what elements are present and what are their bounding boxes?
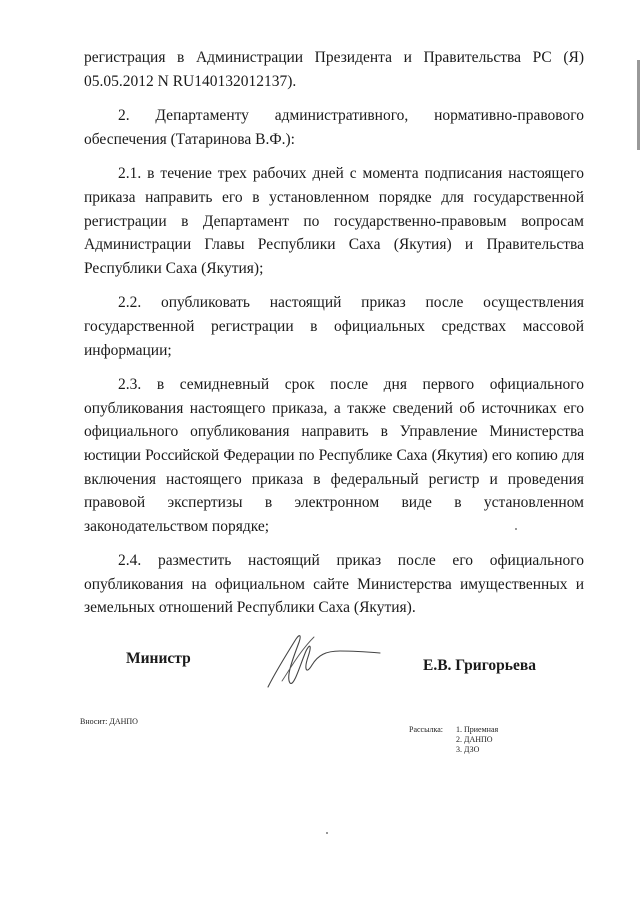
text-line: земельных отношений Республики Саха (Якутия).	[84, 599, 416, 617]
text-line: юстиции Российской Федерации по Республике Саха (Якутия) его копию для	[84, 446, 584, 464]
text-line: приказа направить его в установленном порядке для государственной	[84, 188, 584, 206]
text-line: обеспечения (Татаринова В.Ф.):	[84, 130, 295, 148]
signatory-title: Министр	[126, 650, 191, 667]
text-line: Администрации Главы Республики Саха (Якутия) и Правительства	[84, 236, 584, 254]
text-line: опубликования настоящего приказа, а также сведений об источниках его	[84, 399, 584, 417]
scan-speck	[515, 528, 517, 530]
text-line: регистрация в Администрации Президента и Правительства РС (Я)	[84, 49, 584, 66]
text-line: 2.2. опубликовать настоящий приказ после осуществления	[118, 294, 584, 312]
paragraph-2	[84, 104, 584, 151]
signatory-name: Е.В. Григорьева	[423, 657, 536, 674]
text-line: правовой экспертизы в электронном виде в установленном	[84, 494, 584, 512]
paragraph-2-4	[84, 549, 584, 620]
distribution-item: 2. ДАНПО	[456, 735, 493, 744]
intro-paragraph	[84, 46, 584, 93]
scan-speck	[326, 832, 328, 834]
paragraph-2-1	[84, 162, 584, 280]
introduced-by: Вносит: ДАНПО	[80, 717, 138, 726]
text-line: регистрации в Департамент по государственно-правовым вопросам	[84, 212, 584, 230]
text-line: опубликования на официальном сайте Министерства имущественных и	[84, 575, 584, 593]
distribution-label: Рассылка:	[409, 725, 444, 734]
text-line: включения настоящего приказа в федеральный регистр и проведения	[84, 470, 584, 488]
paragraph-2-2	[84, 291, 584, 362]
text-line: официального опубликования направить в Управление Министерства	[84, 423, 584, 441]
handwritten-signature	[256, 625, 386, 695]
text-line: Республики Саха (Якутия);	[84, 259, 264, 277]
text-line: информации;	[84, 341, 172, 359]
distribution-list	[456, 725, 498, 755]
text-line: 2.3. в семидневный срок после дня первого официального	[118, 376, 584, 394]
document-body	[84, 46, 584, 620]
distribution-item: 3. ДЗО	[456, 745, 480, 754]
text-line: 2.4. разместить настоящий приказ после его официального	[118, 552, 584, 570]
text-line: 2. Департаменту административного, нормативно-правового	[118, 107, 584, 125]
text-line: 2.1. в течение трех рабочих дней с момента подписания настоящего	[118, 165, 584, 183]
text-line: государственной регистрации в официальных средствах массовой	[84, 317, 584, 335]
distribution-item: 1. Приемная	[456, 725, 499, 734]
text-line: 05.05.2012 N RU140132012137).	[84, 72, 297, 90]
text-line: законодательством порядке;	[84, 517, 270, 535]
paragraph-2-3	[84, 373, 584, 538]
